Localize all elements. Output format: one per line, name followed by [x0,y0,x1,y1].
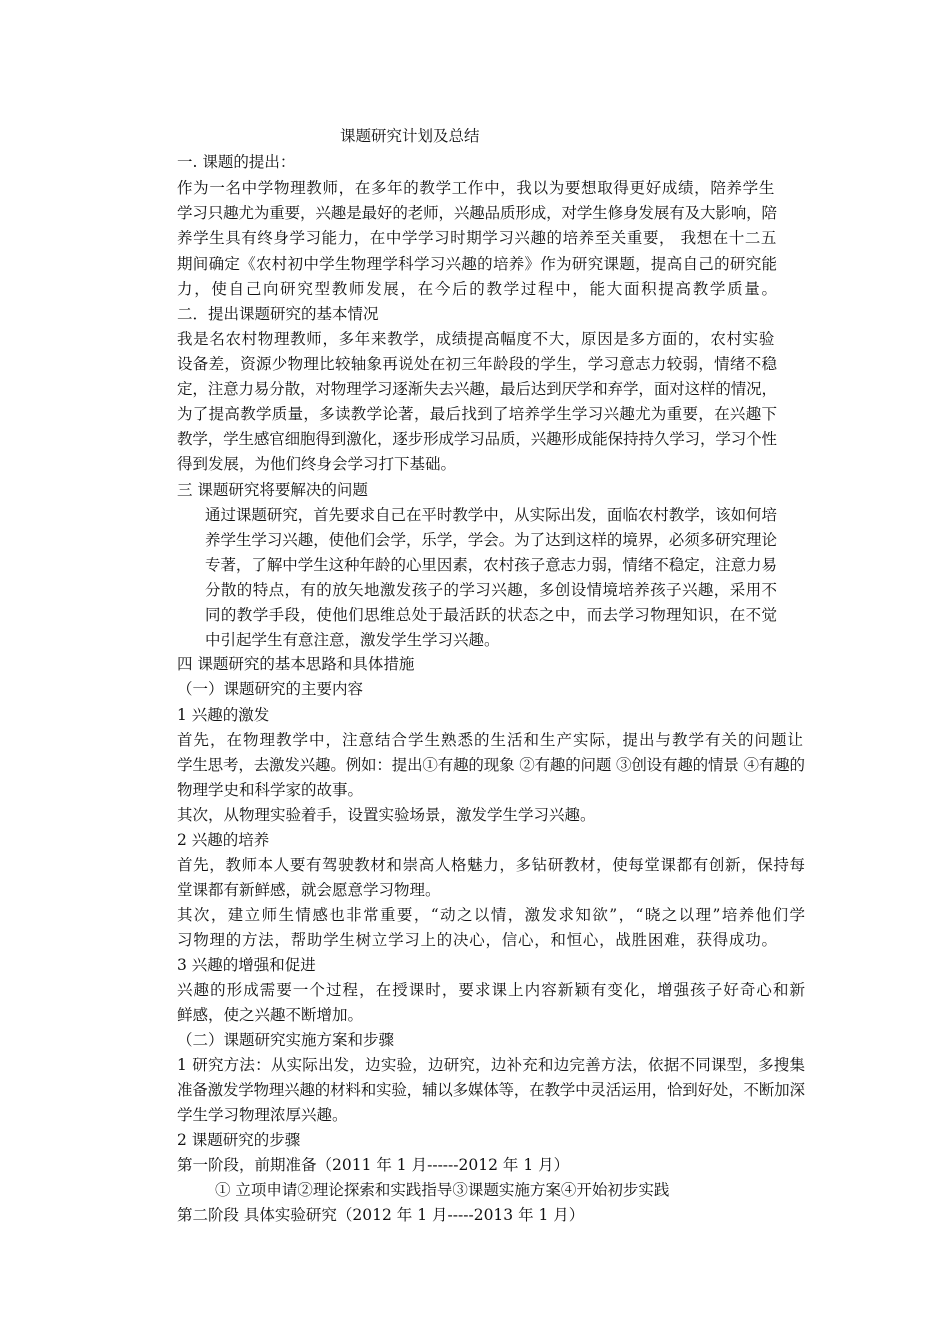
text-line: 1 研究方法：从实际出发，边实验，边研究，边补充和边完善方法，依据不同课型，多搜集 [177,1056,806,1074]
text-line: 1 兴趣的激发 [177,706,270,724]
document-title: 课题研究计划及总结 [340,127,480,145]
text-line: 教学，学生感官细胞得到激化，逐步形成学习品质，兴趣形成能保持持久学习，学习个性 [177,430,777,448]
text-line: ① 立项申请②理论探索和实践指导③课题实施方案④开始初步实践 [215,1181,670,1199]
text-line: 兴趣的形成需要一个过程，在授课时，要求课上内容新颖有变化，增强孩子好奇心和新 [177,981,807,999]
text-line: 首先，在物理教学中，注意结合学生熟悉的生活和生产实际，提出与教学有关的问题让 [177,731,805,749]
text-line: 2 课题研究的步骤 [177,1131,301,1149]
text-line: 2 兴趣的培养 [177,831,270,849]
text-line: 首先，教师本人要有驾驶教材和崇高人格魅力，多钻研教材，使每堂课都有创新，保持每 [177,856,806,874]
text-line: 分散的特点，有的放矢地激发孩子的学习兴趣，多创设情境培养孩子兴趣，采用不 [205,581,778,599]
text-line: 通过课题研究，首先要求自己在平时教学中，从实际出发，面临农村教学，该如何培 [205,506,777,524]
text-line: （一）课题研究的主要内容 [177,680,364,698]
text-line: 为了提高教学质量，多读教学论著，最后找到了培养学生学习兴趣尤为重要，在兴趣下 [177,405,778,423]
text-line: 三 课题研究将要解决的问题 [177,481,368,499]
text-line: 期间确定《农村初中学生物理学科学习兴趣的培养》作为研究课题，提高自己的研究能 [177,255,778,273]
text-line: 专著，了解中学生这种年龄的心里因素，农村孩子意志力弱，情绪不稳定，注意力易 [205,556,777,574]
text-line: 其次，从物理实验着手，设置实验场景，激发学生学习兴趣。 [177,806,596,824]
text-line: 二．提出课题研究的基本情况 [177,305,379,323]
text-line: 定，注意力易分散，对物理学习逐渐失去兴趣，最后达到厌学和弃学，面对这样的情况， [177,380,777,398]
text-line: 得到发展，为他们终身会学习打下基础。 [177,455,457,473]
text-line: 3 兴趣的增强和促进 [177,956,316,974]
text-line: 四 课题研究的基本思路和具体措施 [177,655,415,673]
text-line: 学生学习物理浓厚兴趣。 [177,1106,348,1124]
text-line: 物理学史和科学家的故事。 [177,781,364,799]
text-line: 同的教学手段，使他们思维总处于最活跃的状态之中，而去学习物理知识，在不觉 [205,606,778,624]
text-line: 设备差，资源少物理比较轴象再说处在初三年龄段的学生，学习意志力较弱，情绪不稳 [177,355,778,373]
text-line: 其次，建立师生情感也非常重要，“动之以情，激发求知欲”，“晓之以理”培养他们学 [177,906,807,924]
text-line: （二）课题研究实施方案和步骤 [177,1031,395,1049]
text-line: 中引起学生有意注意，激发学生学习兴趣。 [205,631,500,649]
text-line: 作为一名中学物理教师，在多年的教学工作中，我以为要想取得更好成绩，陪养学生 [177,179,775,197]
text-line: 养学生学习兴趣，使他们会学，乐学，学会。为了达到这样的境界，必须多研究理论 [205,531,777,549]
text-line: 学生思考，去激发兴趣。例如：提出①有趣的现象 ②有趣的问题 ③创设有趣的情景 ④有趣的 [177,756,805,774]
text-line: 力，使自己向研究型教师发展，在今后的教学过程中，能大面积提高教学质量。 [177,280,779,298]
text-line: 习物理的方法，帮助学生树立学习上的决心，信心，和恒心，战胜困难，获得成功。 [177,931,778,949]
text-line: 第二阶段 具体实验研究（2012 年 1 月-----2013 年 1 月） [177,1206,585,1224]
text-line: 准备激发学物理兴趣的材料和实验，辅以多媒体等，在教学中灵活运用，恰到好处，不断加深 [177,1081,805,1099]
text-line: 鲜感，使之兴趣不断增加。 [177,1006,364,1024]
text-line: 第一阶段，前期准备（2011 年 1 月------2012 年 1 月） [177,1156,570,1174]
text-line: 一. 课题的提出： [177,153,296,171]
text-line: 堂课都有新鲜感，就会愿意学习物理。 [177,881,441,899]
text-line: 我是名农村物理教师，多年来教学，成绩提高幅度不大，原因是多方面的，农村实验 [177,330,775,348]
text-line: 养学生具有终身学习能力，在中学学习时期学习兴趣的培养至关重要， 我想在十二五 [177,229,777,247]
text-line: 学习只趣尤为重要，兴趣是最好的老师，兴趣品质形成，对学生修身发展有及大影响，陪 [177,204,777,222]
